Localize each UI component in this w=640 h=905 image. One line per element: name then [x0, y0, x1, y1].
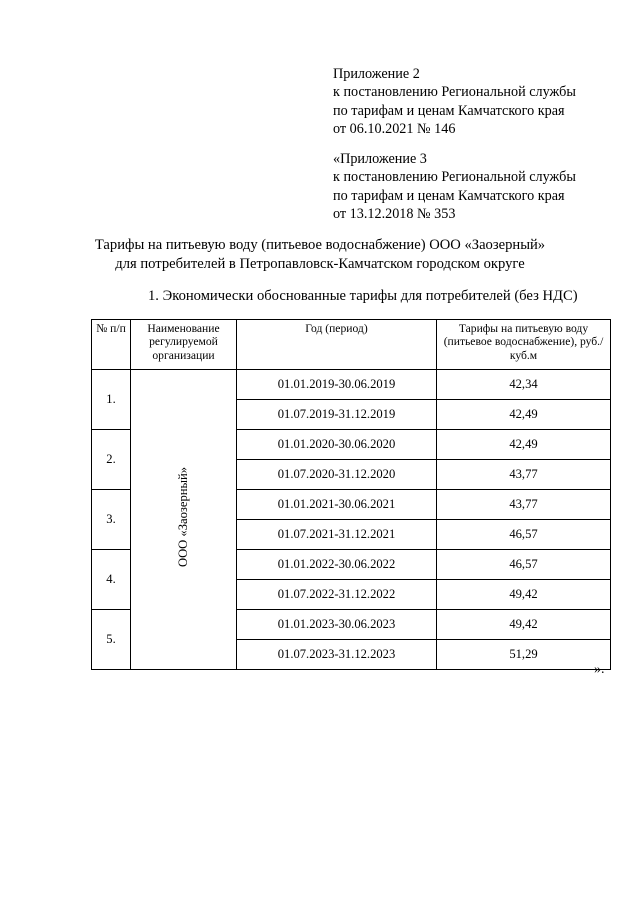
header-tariff: Тарифы на питьевую воду (питьевое водоснабжение), руб./куб.м — [437, 320, 611, 370]
header-num: № п/п — [92, 320, 131, 370]
tariff-cell: 46,57 — [437, 550, 611, 580]
period-cell: 01.01.2020-30.06.2020 — [237, 430, 437, 460]
document-title — [0, 236, 640, 273]
appendix-3-line: от 13.12.2018 № 353 — [333, 206, 456, 223]
tariff-cell: 42,34 — [437, 370, 611, 400]
appendix-3-header — [333, 150, 576, 224]
tariff-cell: 43,77 — [437, 490, 611, 520]
period-cell: 01.07.2021-31.12.2021 — [237, 520, 437, 550]
tariff-cell: 42,49 — [437, 430, 611, 460]
appendix-3-line: к постановлению Региональной службы — [333, 169, 576, 186]
period-cell: 01.07.2019-31.12.2019 — [237, 400, 437, 430]
period-cell: 01.07.2020-31.12.2020 — [237, 460, 437, 490]
appendix-2-line: Приложение 2 — [333, 66, 420, 82]
tariff-cell: 51,29 — [437, 640, 611, 670]
period-cell: 01.07.2022-31.12.2022 — [237, 580, 437, 610]
row-number: 3. — [92, 490, 131, 550]
row-number: 1. — [92, 370, 131, 430]
period-cell: 01.07.2023-31.12.2023 — [237, 640, 437, 670]
section-subtitle: 1. Экономически обоснованные тарифы для потребителей (без НДС) — [148, 288, 578, 304]
header-period: Год (период) — [237, 320, 437, 370]
tariff-cell: 49,42 — [437, 580, 611, 610]
organization-name: ООО «Заозерный» — [176, 467, 190, 568]
document-title-line-2: для потребителей в Петропавловск-Камчатском городском округе — [115, 255, 525, 272]
period-cell: 01.01.2022-30.06.2022 — [237, 550, 437, 580]
table-row — [92, 370, 611, 400]
appendix-2-line: от 06.10.2021 № 146 — [333, 121, 456, 138]
row-number: 2. — [92, 430, 131, 490]
tariff-cell: 46,57 — [437, 520, 611, 550]
appendix-2-header — [333, 65, 576, 139]
appendix-2-line: к постановлению Региональной службы — [333, 84, 576, 101]
header-org: Наименование регулируемой организации — [131, 320, 237, 370]
period-cell: 01.01.2019-30.06.2019 — [237, 370, 437, 400]
tariff-cell: 49,42 — [437, 610, 611, 640]
document-title-line-1: Тарифы на питьевую воду (питьевое водоснабжение) ООО «Заозерный» — [94, 237, 546, 253]
tariff-cell: 43,77 — [437, 460, 611, 490]
row-number: 5. — [92, 610, 131, 670]
organization-cell — [131, 370, 237, 670]
closing-quote: ». — [594, 662, 605, 677]
period-cell: 01.01.2023-30.06.2023 — [237, 610, 437, 640]
row-number: 4. — [92, 550, 131, 610]
tariff-cell: 42,49 — [437, 400, 611, 430]
appendix-2-line: по тарифам и ценам Камчатского края — [333, 102, 565, 119]
period-cell: 01.01.2021-30.06.2021 — [237, 490, 437, 520]
table-header-row — [92, 320, 611, 370]
appendix-3-line: по тарифам и ценам Камчатского края — [333, 187, 565, 204]
tariff-table — [91, 319, 611, 670]
appendix-3-line: «Приложение 3 — [333, 151, 427, 167]
